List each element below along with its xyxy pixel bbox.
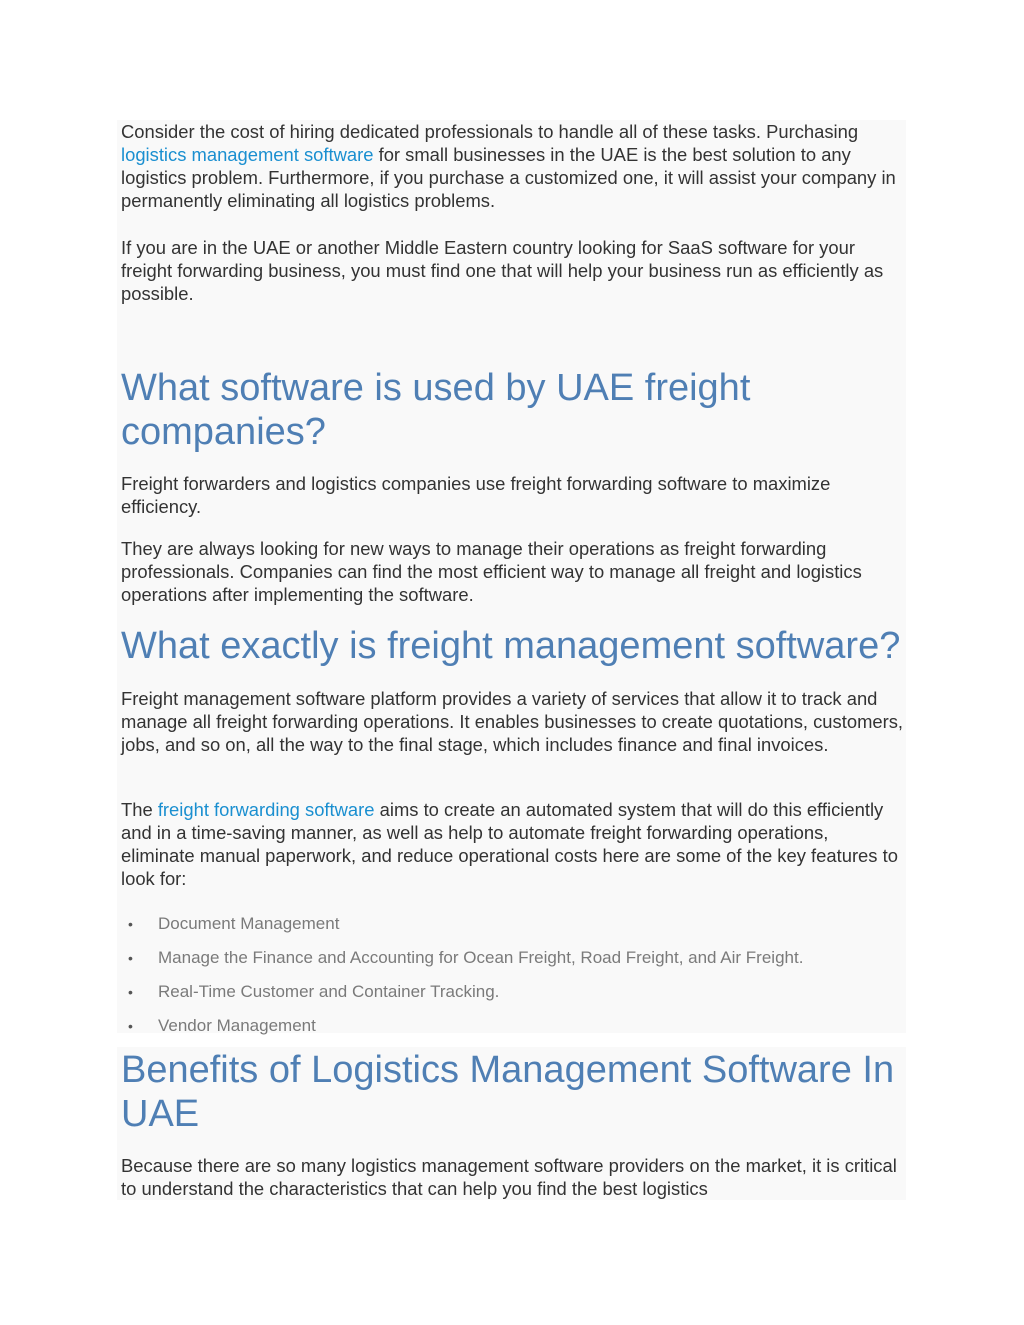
freight-forwarding-software-link[interactable]: freight forwarding software	[157, 799, 375, 820]
intro-paragraph-1-text-b: for small businesses in the UAE is the best solution to any logistics problem. Furthermore, if you purchase a customized one, it will assist your company in permanently eliminating all logistics problems.	[121, 144, 896, 211]
section-1-paragraph-2-block	[121, 537, 906, 606]
section-3-paragraph-1: Because there are so many logistics management software providers on the market, it is critical to understand the characteristics that can help you find the best logistics	[121, 1155, 897, 1199]
intro-paragraph-1	[121, 120, 906, 212]
intro-paragraph-1-block	[121, 120, 906, 212]
feature-label: Vendor Management	[158, 1016, 316, 1035]
features-list	[121, 914, 906, 1050]
intro-paragraph-2-block	[121, 236, 906, 305]
section-2-heading: What exactly is freight management software?	[121, 625, 901, 667]
list-item	[121, 982, 906, 1016]
section-3-paragraph-1-block	[121, 1154, 906, 1200]
section-1-heading-block	[121, 366, 906, 454]
section-1-paragraph-2: They are always looking for new ways to manage their operations as freight forwarding professionals. Companies can find the most efficient way to manage all freight and logistics operations after implementing the software.	[121, 538, 862, 605]
feature-label: Real-Time Customer and Container Tracking.	[158, 982, 500, 1001]
bullet-icon: •	[128, 950, 133, 966]
section-3-heading: Benefits of Logistics Management Software In UAE	[121, 1049, 895, 1135]
section-2-paragraph-2-block	[121, 798, 906, 890]
section-2-paragraph-2	[121, 798, 906, 890]
section-2-paragraph-2-text-b: aims to create an automated system that will do this efficiently and in a time-saving manner, as well as help to automate freight forwarding operations, eliminate manual paperwork, and reduce operational costs here are some of the key features to look for:	[121, 799, 898, 889]
intro-paragraph-1-text-a: Consider the cost of hiring dedicated professionals to handle all of these tasks. Purchasing	[121, 121, 859, 142]
section-2-heading-block	[121, 624, 906, 668]
features-list-block	[121, 914, 906, 1050]
section-1-paragraph-1: Freight forwarders and logistics companies use freight forwarding software to maximize efficiency.	[121, 473, 831, 517]
list-item	[121, 1016, 906, 1050]
section-1-heading: What software is used by UAE freight companies?	[121, 367, 751, 453]
logistics-management-software-link[interactable]: logistics management software	[121, 144, 374, 165]
intro-paragraph-2: If you are in the UAE or another Middle Eastern country looking for SaaS software for your freight forwarding business, you must find one that will help your business run as efficiently as possible.	[121, 237, 884, 304]
bullet-icon: •	[128, 916, 133, 932]
bullet-icon: •	[128, 1018, 133, 1034]
section-2-paragraph-1-block	[121, 687, 906, 756]
list-item	[121, 914, 906, 948]
section-1-paragraph-1-block	[121, 472, 906, 518]
feature-label: Document Management	[158, 914, 340, 933]
section-2-paragraph-2-text-a: The	[121, 799, 158, 820]
bullet-icon: •	[128, 984, 133, 1000]
feature-label: Manage the Finance and Accounting for Ocean Freight, Road Freight, and Air Freight.	[158, 948, 804, 967]
list-item	[121, 948, 906, 982]
section-2-paragraph-1: Freight management software platform provides a variety of services that allow it to track and manage all freight forwarding operations. It enables businesses to create quotations, customers, jobs, and so on, all the way to the final stage, which includes finance and final invoices.	[121, 688, 904, 755]
section-3-heading-block	[121, 1048, 906, 1136]
